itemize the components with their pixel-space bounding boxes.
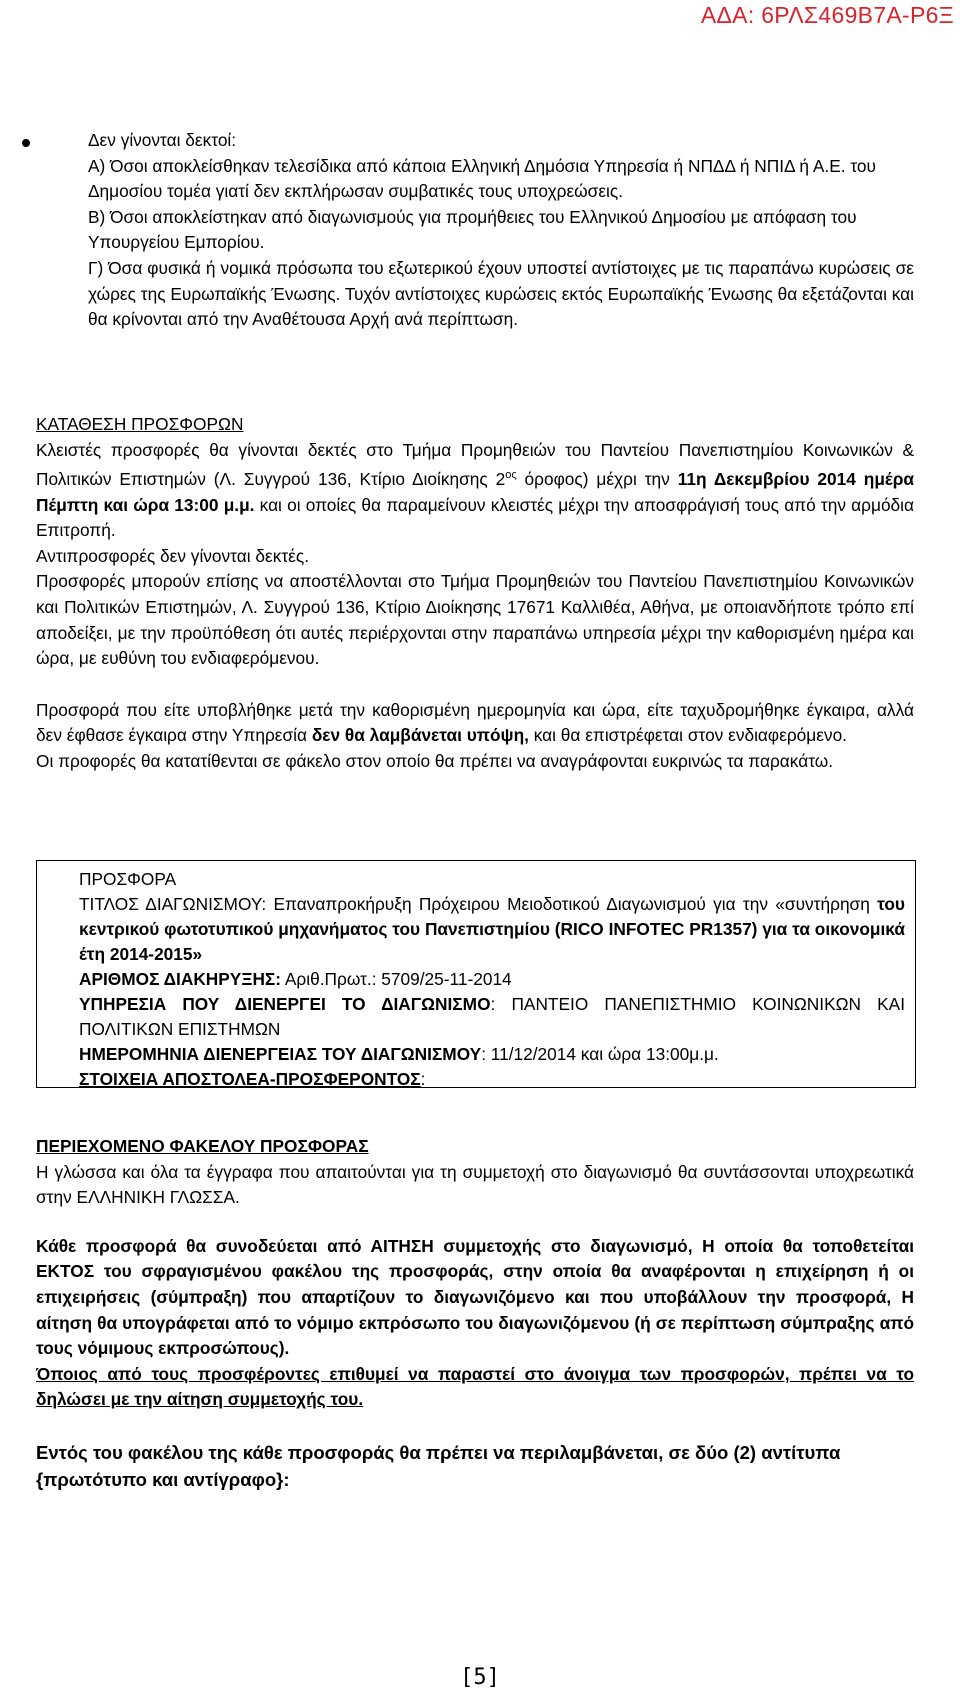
sender-label: ΣΤΟΙΧΕΙΑ ΑΠΟΣΤΟΛΕΑ-ΠΡΟΣΦΕΡΟΝΤΟΣ: [79, 1069, 421, 1089]
counter-offers-note: Αντιπροσφορές δεν γίνονται δεκτές.: [36, 545, 310, 566]
protocol-value: Αριθ.Πρωτ.: 5709/25-11-2014: [281, 969, 512, 989]
date-line: [79, 1042, 905, 1067]
envelope-instruction: Οι προφορές θα κατατίθενται σε φάκελο στον οποίο θα πρέπει να αναγράφονται ευκρινώς τα παρακάτω.: [36, 750, 834, 771]
envelope-box: [36, 860, 916, 1088]
envelope-title: ΠΡΟΣΦΟΡΑ: [79, 869, 177, 889]
tender-title-bold: του κεντρικού φωτοτυπικού μηχανήματος του Πανεπιστημίου (RICO INFOTEC PR1357) για τα οικονομικά έτη 2014-2015: [79, 894, 905, 964]
application-paragraph: Κάθε προσφορά θα συνοδεύεται από ΑΙΤΗΣΗ συμμετοχής στο διαγωνισμό, Η οποία θα τοποθετείται ΕΚΤΟΣ του σφραγισμένου φακέλου της προσφοράς, στην οποία θα αναφέρονται η επιχείρηση ή οι επιχειρήσεις (σύμπραξη) που απαρτίζουν το διαγωνιζόμενο και που υποβάλλουν την προσφορά, Η αίτηση θα υπογράφεται από το νόμιμο εκπρόσωπο του διαγωνιζόμενου (ή σε περίπτωση σύμπραξης από τους νόμιμους εκπροσώπους).: [36, 1235, 914, 1359]
exclusion-c: Γ) Όσα φυσικά ή νομικά πρόσωπα του εξωτερικού έχουν υποστεί αντίστοιχες με τις παραπάνω κυρώσεις σε χώρες της Ευρωπαϊκής Ένωσης. Τυχόν αντίστοιχες κυρώσεις εκτός Ευρωπαϊκής Ένωσης θα εξετάζονται και θα κρίνονται από την Αναθέτουσα Αρχή ανά περίπτωση.: [88, 257, 914, 330]
submission-paragraph-1: [36, 438, 914, 544]
late-bold: δεν θα λαμβάνεται υπόψη,: [311, 725, 529, 746]
mail-submission-paragraph: Προσφορές μπορούν επίσης να αποστέλλονται στο Τμήμα Προμηθειών του Παντείου Πανεπιστημίου Κοινωνικών και Πολιτικών Επιστημών, Λ. Συγγρού 136, Κτίριο Διοίκησης 17671 Καλλιθέα, Αθήνα, με οποιανδήποτε τρόπο επί αποδείξει, με την προϋπόθεση ότι αυτές περιέρχονται στην παραπάνω υπηρεσία μέχρι την καθορισμένη ημέρα και ώρα, με ευθύνη του ενδιαφερόμενου.: [36, 571, 914, 669]
submission-text-2: όροφος) μέχρι την: [516, 468, 678, 489]
submission-heading: ΚΑΤΑΘΕΣΗ ΠΡΟΣΦΟΡΩΝ: [36, 414, 244, 434]
submission-text-1: Κλειστές προσφορές θα γίνονται δεκτές στο Τμήμα Προμηθειών του Παντείου Πανεπιστημίου Κοινωνικών & Πολιτικών Επιστημών (Λ. Συγγρού 136, Κτίριο Διοίκησης 2: [36, 439, 914, 489]
exclusions-section: [88, 128, 914, 333]
contents-section: [36, 1134, 914, 1493]
tender-title: [79, 892, 905, 967]
copies-paragraph: Εντός του φακέλου της κάθε προσφοράς θα πρέπει να περιλαμβάνεται, σε δύο (2) αντίτυπα {πρωτότυπο και αντίγραφο}:: [36, 1441, 841, 1490]
bullet-icon: [22, 139, 30, 147]
late-submission-paragraph: [36, 698, 914, 749]
date-label: ΗΜΕΡΟΜΗΝΙΑ ΔΙΕΝΕΡΓΕΙΑΣ ΤΟΥ ΔΙΑΓΩΝΙΣΜΟΥ: [79, 1044, 482, 1064]
tender-title-text: ΤΙΤΛΟΣ ΔΙΑΓΩΝΙΣΜΟΥ: Επαναπροκήρυξη Πρόχειρου Μειοδοτικού Διαγωνισμού για την «συντήρηση: [79, 894, 878, 914]
tender-title-end: »: [192, 944, 203, 964]
ada-code: ΑΔΑ: 6ΡΛΣ469Β7Α-Ρ6Ξ: [700, 2, 954, 28]
service-label: ΥΠΗΡΕΣΙΑ ΠΟΥ ΔΙΕΝΕΡΓΕΙ ΤΟ ΔΙΑΓΩΝΙΣΜΟ: [79, 994, 491, 1014]
late-text-2: και θα επιστρέφεται στον ενδιαφερόμενο.: [528, 725, 847, 746]
service-value: : ΠΑΝΤΕΙΟ ΠΑΝΕΠΙΣΤΗΜΙΟ ΚΟΙΝΩΝΙΚΩΝ ΚΑΙ ΠΟΛΙΤΙΚΩΝ ΕΠΙΣΤΗΜΩΝ: [79, 994, 905, 1039]
protocol-label: ΑΡΙΘΜΟΣ ΔΙΑΚΗΡΥΞΗΣ:: [79, 969, 282, 989]
service-line: [79, 992, 905, 1042]
contents-heading: ΠΕΡΙΕΧΟΜΕΝΟ ΦΑΚΕΛΟΥ ΠΡΟΣΦΟΡΑΣ: [36, 1136, 369, 1156]
exclusions-heading: Δεν γίνονται δεκτοί:: [88, 130, 237, 150]
protocol-line: [79, 967, 905, 992]
submission-section: [36, 412, 914, 774]
exclusion-b: Β) Όσοι αποκλείστηκαν από διαγωνισμούς για προμήθειες του Ελληνικού Δημοσίου με απόφαση του Υπουργείου Εμπορίου.: [88, 206, 857, 253]
deadline: 11η Δεκεμβρίου 2014 ημέρα Πέμπτη και ώρα 13:00 μ.μ.: [36, 468, 915, 515]
sender-colon: :: [420, 1069, 426, 1089]
late-text-1: Προσφορά που είτε υποβλήθηκε μετά την καθορισμένη ημερομηνία και ώρα, είτε ταχυδρομήθηκε έγκαιρα, αλλά δεν έφθασε έγκαιρα στην Υπηρεσία: [36, 699, 914, 746]
submission-text-3: και οι οποίες θα παραμείνουν κλειστές μέχρι την αποσφράγισή τους από την αρμόδια Επιτροπή.: [36, 494, 915, 541]
sender-line: [79, 1067, 905, 1092]
date-value: : 11/12/2014 και ώρα 13:00μ.μ.: [481, 1044, 719, 1064]
ordinal-suffix: ος: [505, 469, 517, 482]
language-paragraph: Η γλώσσα και όλα τα έγγραφα που απαιτούνται για τη συμμετοχή στο διαγωνισμό θα συντάσσονται υποχρεωτικά στην ΕΛΛΗΝΙΚΗ ΓΛΩΣΣΑ.: [36, 1161, 914, 1208]
page-number: [5]: [460, 1665, 500, 1690]
attendance-paragraph: Όποιος από τους προσφέροντες επιθυμεί να παραστεί στο άνοιγμα των προσφορών, πρέπει να το δηλώσει με την αίτηση συμμετοχής του.: [36, 1363, 914, 1410]
exclusion-a: Α) Όσοι αποκλείσθηκαν τελεσίδικα από κάποια Ελληνική Δημόσια Υπηρεσία ή ΝΠΔΔ ή ΝΠΙΔ ή Α.Ε. του Δημοσίου τομέα γιατί δεν εκπλήρωσαν συμβατικές τους υποχρεώσεις.: [88, 155, 876, 202]
